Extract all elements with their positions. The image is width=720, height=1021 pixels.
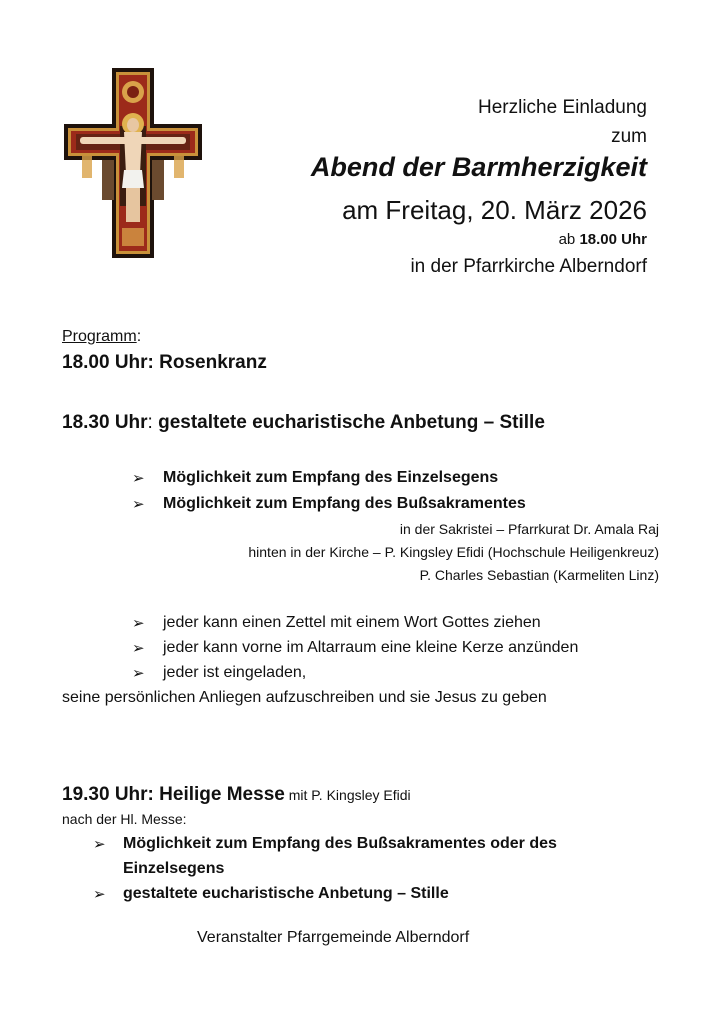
event-time-prefix: ab	[558, 231, 576, 248]
event-location: in der Pfarrkirche Alberndorf	[410, 256, 647, 277]
after-bullet-bussakrament: Möglichkeit zum Empfang des Bußsakramentes oder des	[123, 835, 557, 852]
confessor-line: in der Sakristei – Pfarrkurat Dr. Amala Raj	[399, 521, 659, 537]
invitation-line: Herzliche Einladung	[478, 97, 647, 118]
bullet-einzelsegen: Möglichkeit zum Empfang des Einzelsegens	[163, 469, 499, 486]
bullet-eingeladen: jeder ist eingeladen,	[163, 664, 307, 681]
program-item-messe: 19.30 Uhr: Heilige Messe mit P. Kingsley Efidi	[62, 784, 411, 805]
confessor-line: hinten in der Kirche – P. Kingsley Efidi (Hochschule Heiligenkreuz)	[248, 544, 659, 560]
program-item-anbetung: 18.30 Uhr: gestaltete eucharistische Anbetung – Stille	[62, 412, 545, 433]
bullet-zettel: jeder kann einen Zettel mit einem Wort Gottes ziehen	[163, 614, 541, 631]
event-date: am Freitag, 20. März 2026	[342, 195, 647, 225]
organizer-footer: Veranstalter Pfarrgemeinde Alberndorf	[197, 929, 470, 946]
event-title: Abend der Barmherzigkeit	[310, 152, 647, 182]
event-time-value: 18.00 Uhr	[579, 231, 647, 248]
bullet-arrow-icon: ➢	[132, 470, 145, 487]
invitation-zum: zum	[611, 126, 647, 147]
after-mass-label: nach der Hl. Messe:	[62, 811, 187, 827]
bullet-continuation: seine persönlichen Anliegen aufzuschreiben und sie Jesus zu geben	[62, 689, 547, 706]
confessor-line: P. Charles Sebastian (Karmeliten Linz)	[419, 567, 659, 583]
bullet-arrow-icon: ➢	[93, 836, 106, 853]
program-item-rosenkranz: 18.00 Uhr: Rosenkranz	[62, 352, 267, 373]
program-label: Programm:	[62, 328, 142, 345]
after-bullet-anbetung: gestaltete eucharistische Anbetung – Stille	[123, 885, 449, 902]
bullet-arrow-icon: ➢	[93, 886, 106, 903]
bullet-arrow-icon: ➢	[132, 496, 145, 513]
bullet-arrow-icon: ➢	[132, 640, 145, 657]
bullet-arrow-icon: ➢	[132, 665, 145, 682]
bullet-kerze: jeder kann vorne im Altarraum eine kleine Kerze anzünden	[163, 639, 579, 656]
after-bullet-bussakrament-cont: Einzelsegens	[123, 860, 225, 877]
bullet-bussakrament: Möglichkeit zum Empfang des Bußsakramentes	[163, 495, 526, 512]
san-damiano-cross-image	[62, 66, 204, 260]
bullet-arrow-icon: ➢	[132, 615, 145, 632]
event-time	[559, 231, 647, 248]
